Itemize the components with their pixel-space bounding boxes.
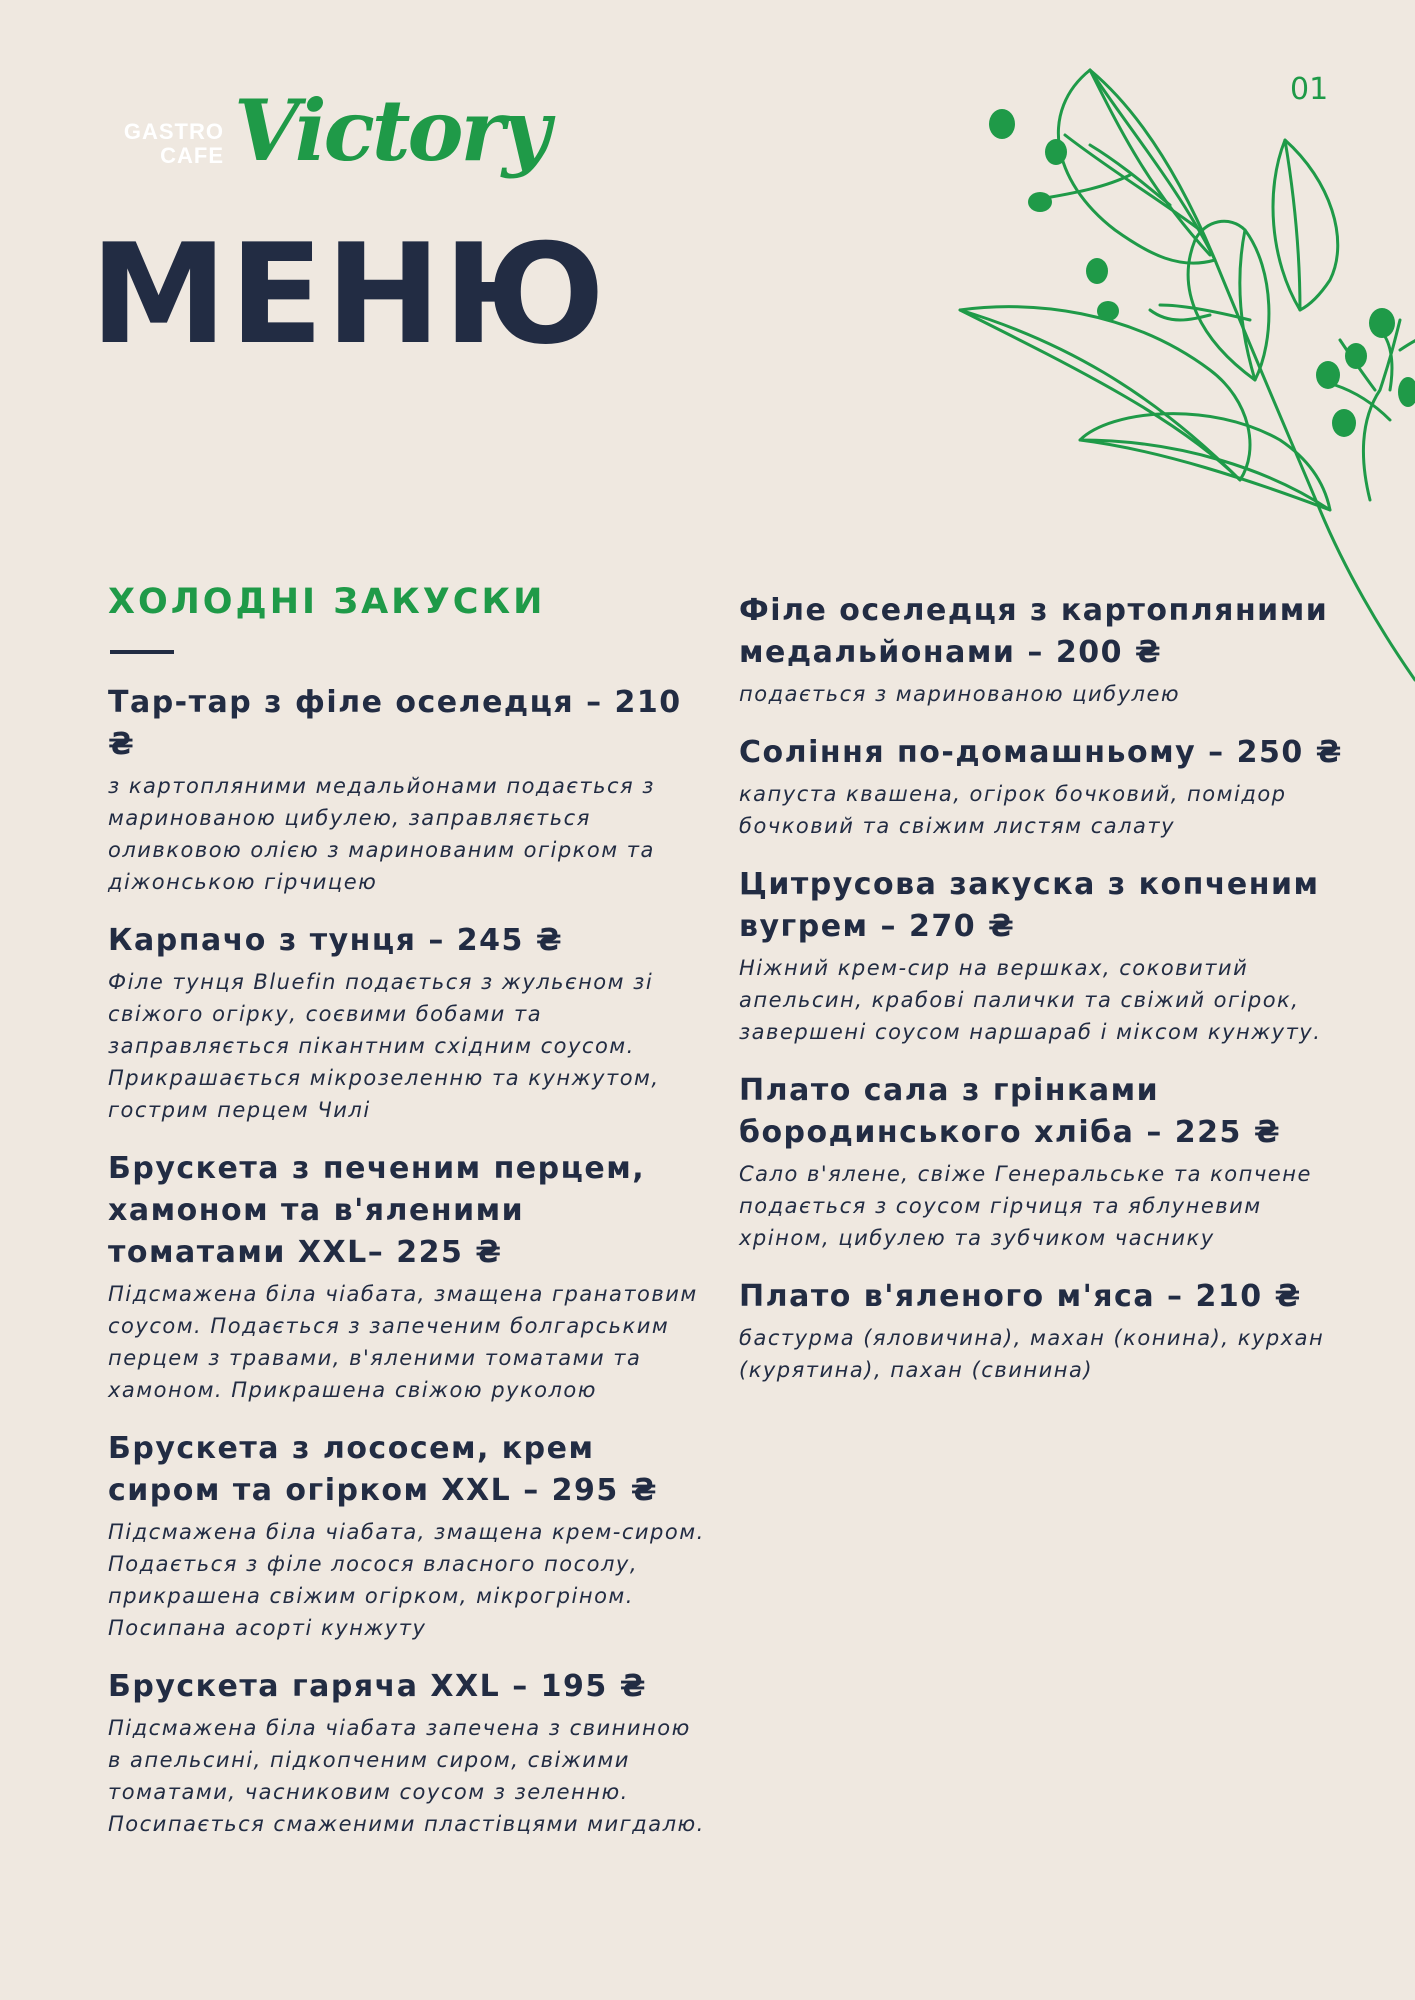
page-title: МЕНЮ xyxy=(90,214,608,375)
menu-item xyxy=(108,1666,708,1840)
menu-item xyxy=(739,1276,1359,1386)
menu-item-description: Підсмажена біла чіабата, змащена крем-сиром. Подається з філе лосося власного посолу, прикрашена свіжим огірком, мікрогріном. Посипана асорті кунжуту xyxy=(108,1520,705,1640)
menu-item-title: Філе оселедця з картопляними медальйонами – 200 ₴ xyxy=(739,593,1329,670)
menu-item-title: Плато в'яленого м'яса – 210 ₴ xyxy=(739,1279,1302,1314)
brand-name: Victory xyxy=(234,81,548,180)
brand-gastro: GASTRO xyxy=(123,119,224,144)
brand-cafe: CAFE xyxy=(160,143,224,168)
menu-item-description: з картопляними медальйонами подається з маринованою цибулею, заправляється оливковою олією з маринованим огірком та діжонською гірчицею xyxy=(108,774,655,894)
menu-item-title: Цитрусова закуска з копченим вугрем – 270 ₴ xyxy=(739,867,1320,944)
menu-item xyxy=(739,1070,1359,1254)
menu-item xyxy=(108,920,708,1126)
menu-item xyxy=(739,864,1359,1048)
menu-item xyxy=(108,1148,708,1406)
menu-item-description: Ніжний крем-сир на вершках, соковитий апельсин, крабові палички та свіжий огірок, завершені соусом наршараб і міксом кунжуту. xyxy=(739,956,1322,1044)
brand-subtitle xyxy=(108,120,224,168)
menu-item-description: Сало в'ялене, свіже Генеральське та копчене подається з соусом гірчиця та яблуневим хріном, цибулею та зубчиком часнику xyxy=(739,1162,1312,1250)
menu-item-title: Брускета гаряча XXL – 195 ₴ xyxy=(108,1669,648,1704)
menu-item-title: Плато сала з грінками бородинського хліба – 225 ₴ xyxy=(739,1073,1282,1150)
menu-item-title: Тар-тар з філе оселедця – 210 ₴ xyxy=(108,685,682,762)
brand-logo xyxy=(108,81,548,194)
left-column xyxy=(108,580,708,1862)
section-title: ХОЛОДНІ ЗАКУСКИ xyxy=(108,582,546,622)
right-column xyxy=(739,590,1359,1408)
menu-item-title: Брускета з печеним перцем, хамоном та в'яленими томатами XXL– 225 ₴ xyxy=(108,1151,646,1270)
menu-item xyxy=(108,682,708,898)
menu-item-title: Брускета з лососем, крем сиром та огірком XXL – 295 ₴ xyxy=(108,1431,659,1508)
menu-item-description: подається з маринованою цибулею xyxy=(739,682,1181,706)
section-divider xyxy=(110,650,174,654)
menu-item-description: капуста квашена, огірок бочковий, помідор бочковий та свіжим листям салату xyxy=(739,782,1287,838)
menu-item-description: Підсмажена біла чіабата, змащена гранатовим соусом. Подається з запеченим болгарським перцем з травами, в'яленими томатами та хамоном. Прикрашена свіжою руколою xyxy=(108,1282,698,1402)
menu-item-description: бастурма (яловичина), махан (конина), курхан (курятина), пахан (свинина) xyxy=(739,1326,1325,1382)
menu-item-description: Підсмажена біла чіабата запечена з свининою в апельсині, підкопченим сиром, свіжими томатами, часниковим соусом з зеленню. Посипається смаженими пластівцями мигдалю. xyxy=(108,1716,705,1836)
menu-item-title: Карпачо з тунця – 245 ₴ xyxy=(108,923,564,958)
menu-item-title: Соління по-домашньому – 250 ₴ xyxy=(739,735,1343,770)
menu-item-description: Філе тунця Bluefin подається з жульєном зі свіжого огірку, соєвими бобами та заправляється пікантним східним соусом. Прикрашається мікрозеленню та кунжутом, гострим перцем Чилі xyxy=(108,970,660,1122)
menu-item xyxy=(739,590,1359,710)
menu-item xyxy=(739,732,1359,842)
menu-item xyxy=(108,1428,708,1644)
page-number: 01 xyxy=(1290,72,1329,107)
